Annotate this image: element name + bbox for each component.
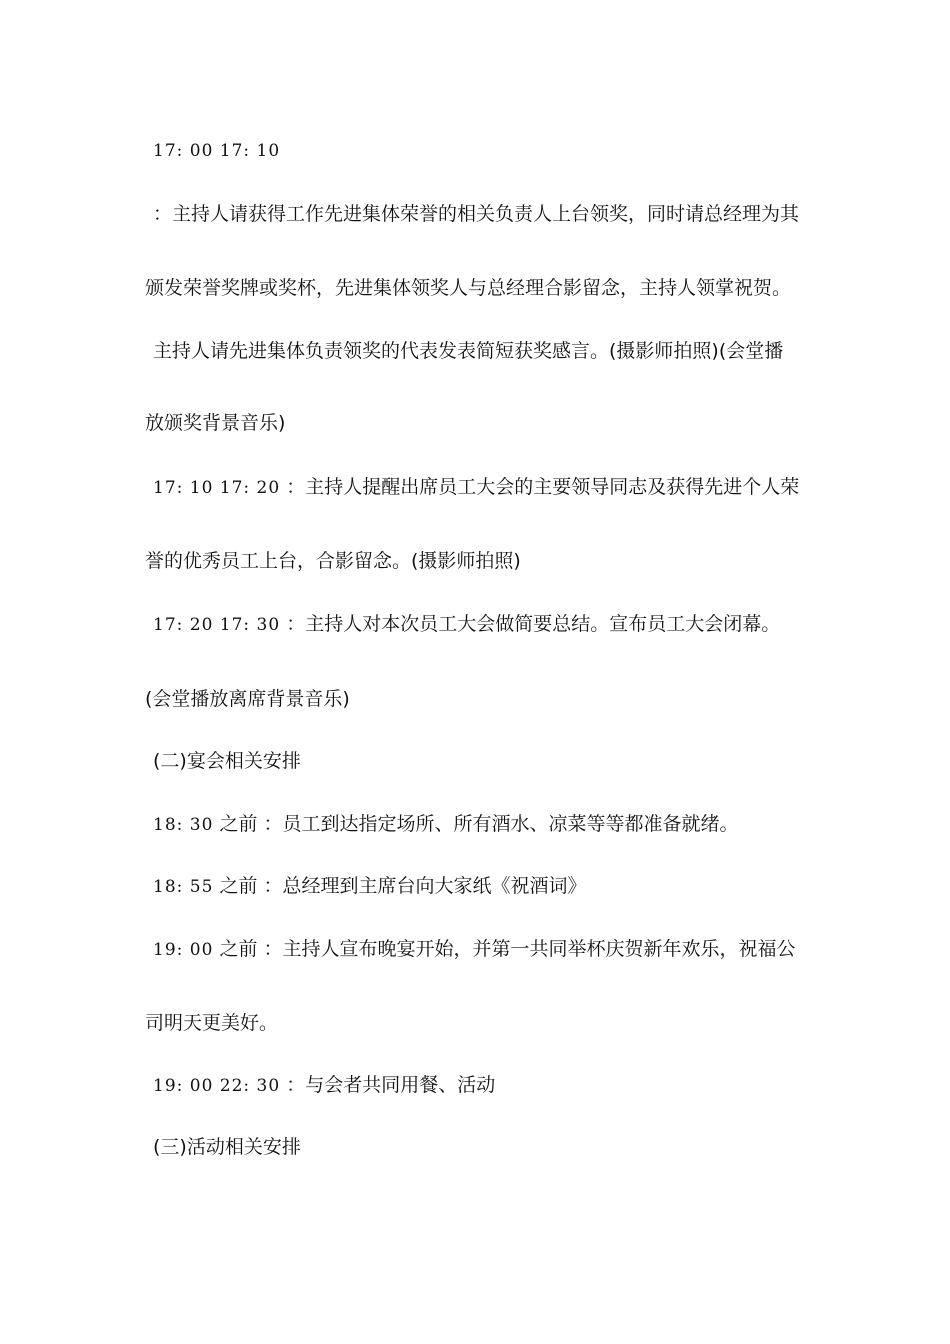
time-range: 19: 00 22: 30 [153,1076,281,1096]
schedule-line-3 [145,276,791,300]
schedule-line-15 [153,1073,495,1098]
schedule-line-1 [153,138,280,163]
time-range: 17: 20 17: 30 [153,615,281,635]
schedule-line-2 [153,202,799,226]
schedule-line-11 [153,812,739,837]
line-text: (三)活动相关安排 [153,1136,301,1158]
line-text: 之前 ：员工到达指定场所、所有酒水、凉菜等等都准备就绪。 [219,813,739,835]
line-text: 主持人请先进集体负责领奖的代表发表简短获奖感言。(摄影师拍照)(会堂播 [153,340,784,362]
section-heading-banquet [153,749,301,773]
time-range: 17: 00 17: 10 [153,141,281,161]
line-text: 颁发荣誉奖牌或奖杯，先进集体领奖人与总经理合影留念，主持人领掌祝贺。 [145,277,792,299]
time-range: 19: 00 [153,940,214,960]
schedule-line-8 [153,612,780,637]
line-text: ：主持人对本次员工大会做简要总结。宣布员工大会闭幕。 [286,613,781,635]
line-text: (二)宴会相关安排 [153,750,301,772]
line-text: 放颁奖背景音乐) [145,412,286,434]
line-text: ：主持人请获得工作先进集体荣誉的相关负责人上台领奖，同时请总经理为其 [153,203,800,225]
schedule-line-12 [153,874,587,899]
line-text: ：与会者共同用餐、活动 [286,1074,496,1096]
schedule-line-13 [153,937,796,962]
line-text: (会堂播放离席背景音乐) [145,688,350,710]
line-text: 誉的优秀员工上台，合影留念。(摄影师拍照) [145,550,521,572]
line-text: 之前 ：总经理到主席台向大家纸《祝酒词》 [219,875,587,897]
schedule-line-5 [145,411,285,435]
line-text: ：主持人提醒出席员工大会的主要领导同志及获得先进个人荣 [286,476,800,498]
schedule-line-6 [153,475,799,500]
schedule-line-7 [145,549,521,573]
schedule-line-4 [153,339,783,363]
schedule-line-14 [145,1011,278,1035]
line-text: 司明天更美好。 [145,1012,279,1034]
section-heading-activities [153,1135,301,1159]
schedule-line-9 [145,687,350,711]
line-text: 之前 ：主持人宣布晚宴开始，并第一共同举杯庆贺新年欢乐，祝福公 [219,938,796,960]
time-range: 18: 55 [153,877,214,897]
time-range: 17: 10 17: 20 [153,478,281,498]
time-range: 18: 30 [153,815,214,835]
